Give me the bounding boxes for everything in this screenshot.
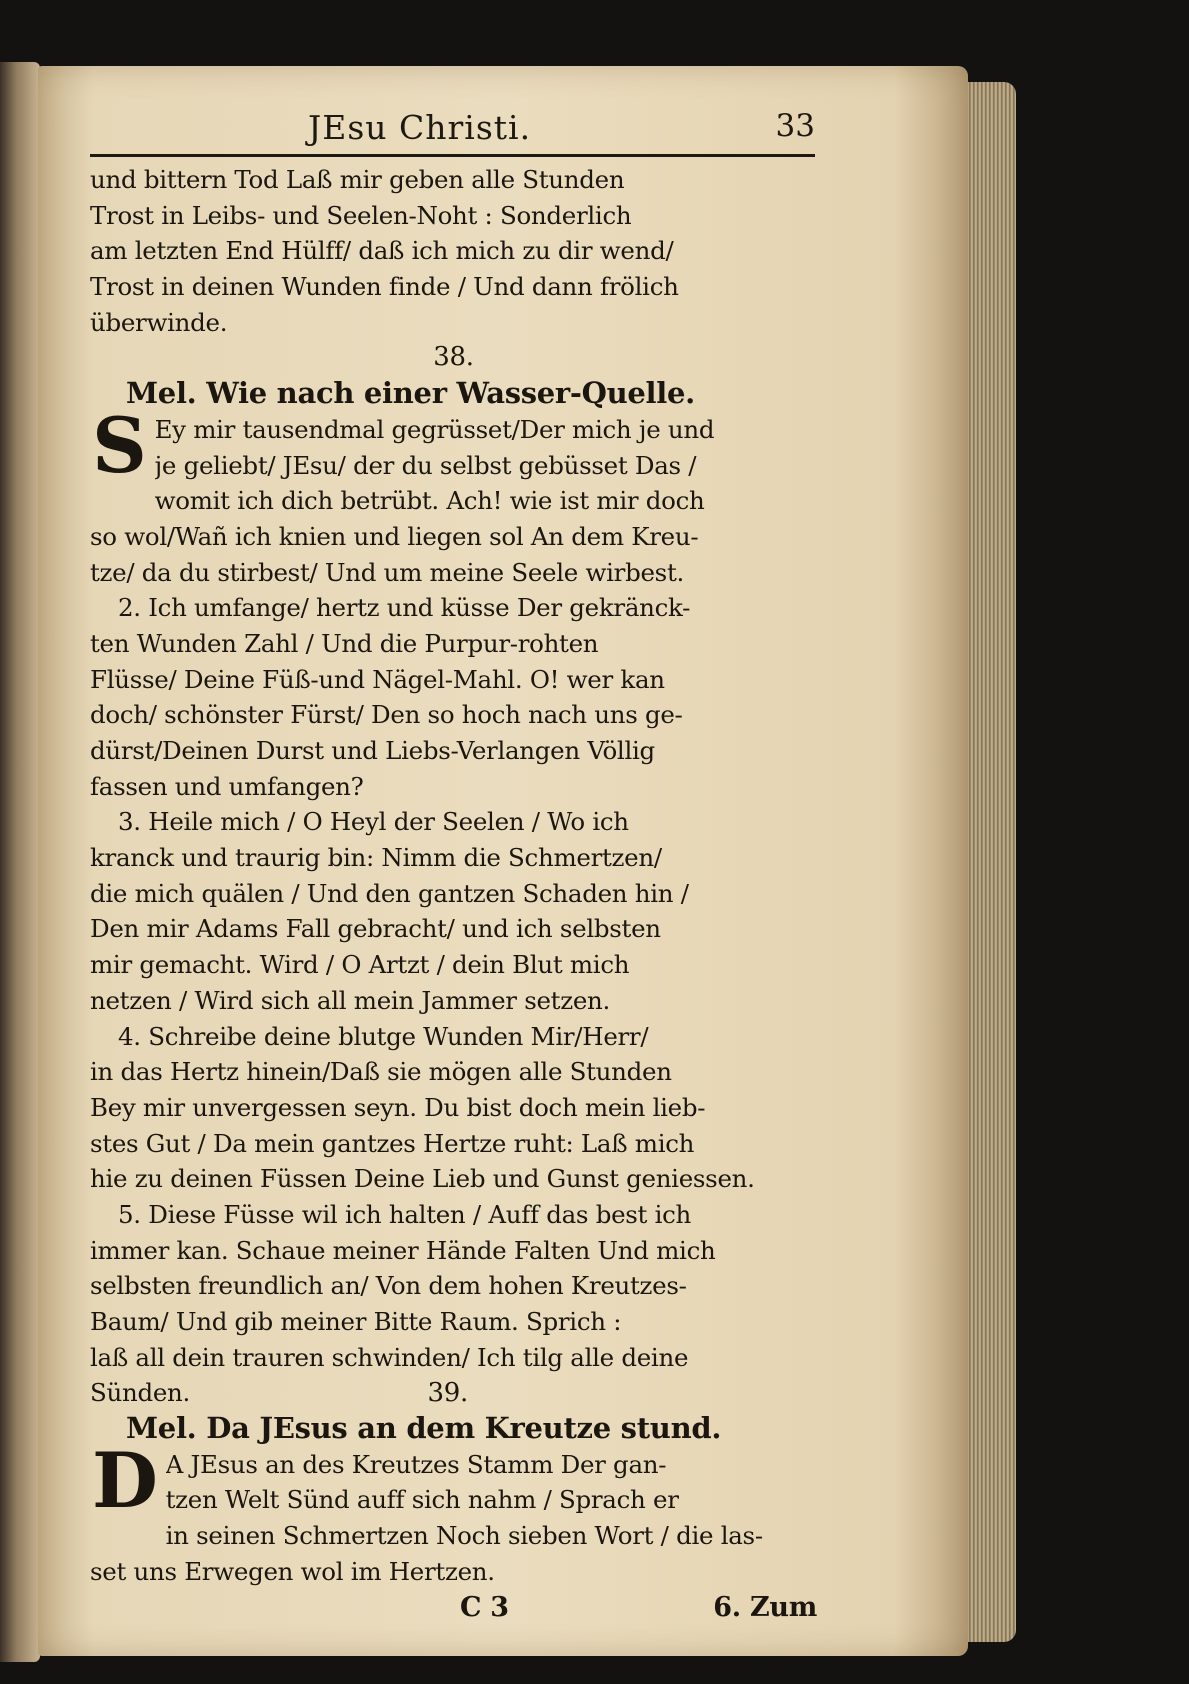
text-line: tzen Welt Sünd auff sich nahm / Sprach er xyxy=(165,1485,679,1515)
text-line: doch/ schönster Fürst/ Den so hoch nach uns ge- xyxy=(90,700,683,730)
text-line: Baum/ Und gib meiner Bitte Raum. Sprich : xyxy=(90,1307,622,1336)
melody-heading: Mel. Da JEsus an dem Kreutze stund. xyxy=(126,1411,722,1446)
text-line: mir gemacht. Wird / O Artzt / dein Blut mich xyxy=(90,950,630,980)
verse-start: 4. Schreibe deine blutge Wunden Mir/Herr/ xyxy=(118,1021,649,1051)
running-head xyxy=(90,108,815,157)
text-line: selbsten freundlich an/ Von dem hohen Kreutzes- xyxy=(90,1271,687,1301)
verse-start: 3. Heile mich / O Heyl der Seelen / Wo ich xyxy=(118,807,629,837)
text-line: hie zu deinen Füssen Deine Lieb und Gunst geniessen. xyxy=(90,1164,755,1194)
text-line: Trost in deinen Wunden finde / Und dann frölich xyxy=(90,272,679,302)
text-line: Ey mir tausendmal gegrüsset/Der mich je und xyxy=(154,414,715,444)
text-line: überwinde. xyxy=(90,307,228,337)
verse-start: 5. Diese Füsse wil ich halten / Auff das best ich xyxy=(118,1199,692,1229)
melody-heading: Mel. Wie nach einer Wasser-Quelle. xyxy=(126,376,695,411)
hymn-ending: Sünden. xyxy=(90,1378,190,1408)
text-line: dürst/Deinen Durst und Liebs-Verlangen Völlig xyxy=(90,736,655,765)
text-line: so wol/Wañ ich knien und liegen sol An dem Kreu- xyxy=(90,521,699,551)
text-line: die mich quälen / Und den gantzen Schaden hin / xyxy=(90,878,689,908)
drop-cap: D xyxy=(92,1435,158,1525)
text-line xyxy=(90,1375,817,1411)
text-line: und bittern Tod Laß mir geben alle Stunden xyxy=(90,165,625,194)
text-line: tze/ da du stirbest/ Und um meine Seele wirbest. xyxy=(90,557,684,587)
hymn-opening xyxy=(90,400,817,490)
text-line: am letzten End Hülff/ daß ich mich zu dir wend/ xyxy=(90,236,674,266)
text-line: stes Gut / Da mein gantzes Hertze ruht: Laß mich xyxy=(90,1128,695,1158)
text-line: Flüsse/ Deine Füß-und Nägel-Mahl. O! wer kan xyxy=(90,664,665,694)
signature-mark: C 3 xyxy=(460,1591,509,1623)
text-line: A JEsus an des Kreutzes Stamm Der gan- xyxy=(165,1449,667,1479)
hymn-opening xyxy=(90,1435,817,1525)
text-line: Trost in Leibs- und Seelen-Noht : Sonderlich xyxy=(90,200,632,230)
text-line: in seinen Schmertzen Noch sieben Wort / die las- xyxy=(165,1521,763,1551)
page-footer xyxy=(90,1590,817,1630)
running-title: JEsu Christi. xyxy=(308,108,532,147)
hymn-number: 39. xyxy=(427,1378,468,1409)
page-number: 33 xyxy=(775,108,815,144)
text-line: je geliebt/ JEsu/ der du selbst gebüsset Das / xyxy=(154,450,697,480)
text-line: Den mir Adams Fall gebracht/ und ich selbsten xyxy=(90,914,661,944)
text-line: kranck und traurig bin: Nimm die Schmertzen/ xyxy=(90,843,662,873)
text-line: fassen und umfangen? xyxy=(90,771,364,801)
text-line: ten Wunden Zahl / Und die Purpur-rohten xyxy=(90,628,599,658)
facing-page-edge xyxy=(0,62,40,1662)
page-text xyxy=(90,162,817,1630)
text-line: Bey mir unvergessen seyn. Du bist doch mein lieb- xyxy=(90,1092,706,1122)
page-fore-edge xyxy=(966,82,1016,1642)
text-line: netzen / Wird sich all mein Jammer setzen. xyxy=(90,985,610,1015)
text-line: set uns Erwegen wol im Hertzen. xyxy=(90,1556,495,1586)
drop-cap: S xyxy=(92,400,147,490)
hymn-number: 38. xyxy=(433,342,474,373)
text-line: immer kan. Schaue meiner Hände Falten Und mich xyxy=(90,1235,716,1265)
text-line: in das Hertz hinein/Daß sie mögen alle Stunden xyxy=(90,1057,672,1087)
text-line: laß all dein trauren schwinden/ Ich tilg alle deine xyxy=(90,1342,689,1372)
text-line: womit ich dich betrübt. Ach! wie ist mir doch xyxy=(154,486,705,516)
verse-start: 2. Ich umfange/ hertz und küsse Der gekränck- xyxy=(118,593,691,623)
catchword: 6. Zum xyxy=(713,1591,817,1623)
